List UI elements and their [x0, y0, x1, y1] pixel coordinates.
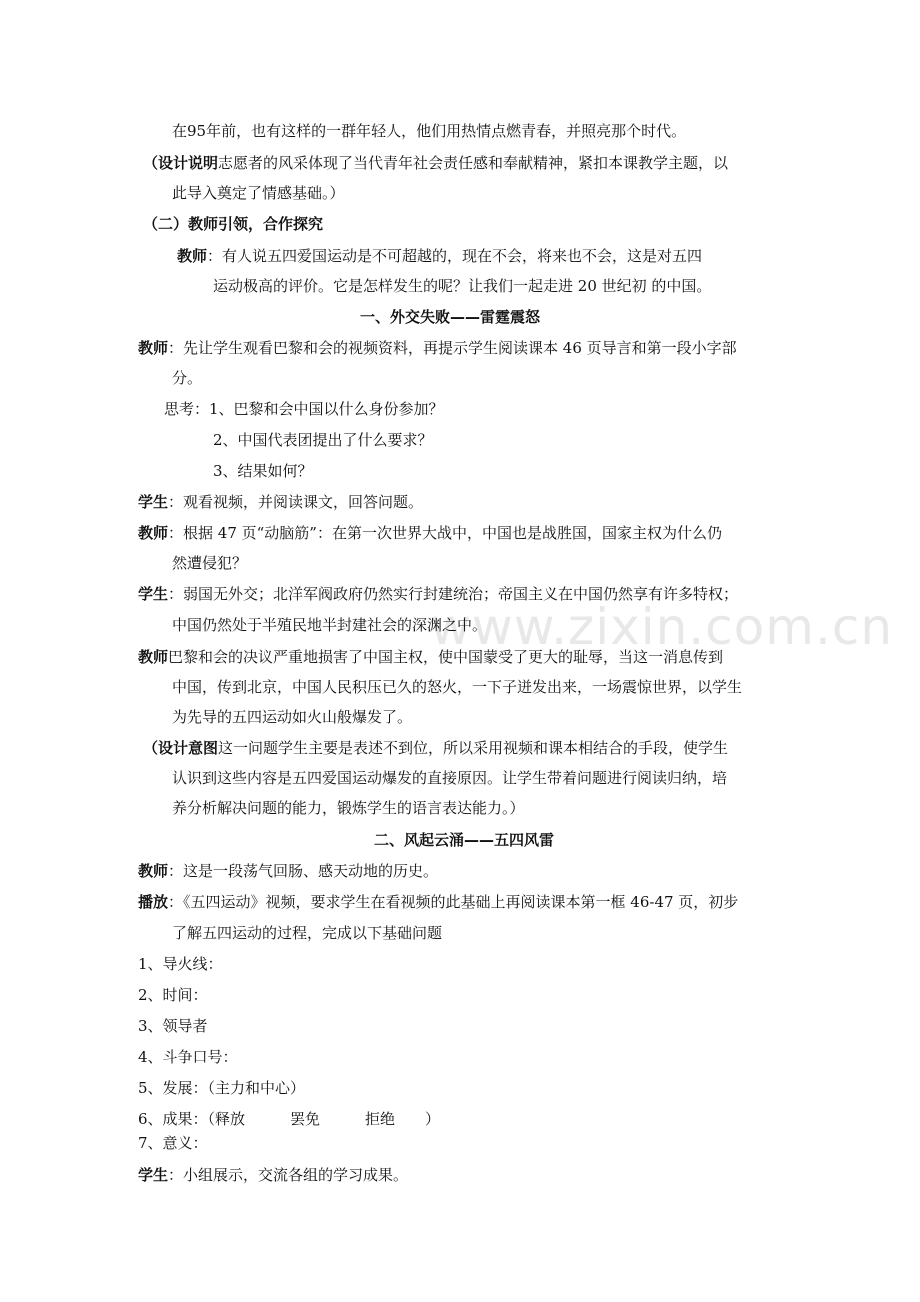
- speech-text: ：有人说五四爱国运动是不可超越的，现在不会，将来也不会，这是对五四: [207, 247, 703, 265]
- list-item: 7、意义：: [138, 1134, 208, 1152]
- list-item: 4、斗争口号：: [138, 1048, 238, 1066]
- teacher-line: [138, 338, 737, 358]
- teacher-line-cont: 分。: [172, 369, 203, 387]
- design-note-label: （设计意图: [143, 739, 219, 757]
- think-question-3: 3、结果如何？: [213, 462, 313, 480]
- teacher-intro: [177, 246, 702, 266]
- list-item: 3、领导者: [138, 1017, 208, 1035]
- student-line-cont: 中国仍然处于半殖民地半封建社会的深渊之中。: [172, 616, 488, 634]
- think-question-2: 2、中国代表团提出了什么要求？: [213, 431, 433, 449]
- teacher-line-cont: 然遭侵犯？: [172, 554, 248, 572]
- paragraph-intro-line: 在95年前，也有这样的一群年轻人，他们用热情点燃青春，并照亮那个时代。: [172, 122, 687, 140]
- speech-text: ：观看视频，并阅读课文，回答问题。: [168, 493, 424, 511]
- list-item: 6、成果：（释放 罢免 拒绝 ）: [138, 1110, 441, 1128]
- part-title-2: 二、风起云涌——五四风雷: [374, 831, 555, 849]
- list-item: 1、导火线：: [138, 955, 223, 973]
- teacher-line-cont: 为先导的五四运动如火山般爆发了。: [172, 708, 413, 726]
- teacher-line: [138, 523, 722, 543]
- speaker-label: 教师: [138, 524, 169, 542]
- watermark: www.zixin.com.cn: [430, 598, 894, 656]
- speech-text: ：先让学生观看巴黎和会的视频资料，再提示学生阅读课本 46 页导言和第一段小字部: [168, 339, 737, 357]
- speech-text: ：这是一段荡气回肠、感天动地的历史。: [168, 862, 439, 880]
- speech-text: ：根据 47 页“动脑筋”：在第一次世界大战中，中国也是战胜国，国家主权为什么仍: [168, 524, 722, 542]
- design-note-label: （设计说明: [143, 154, 219, 172]
- design-note-1: [143, 153, 728, 173]
- design-note-2-cont: 养分析解决问题的能力，锻炼学生的语言表达能力。）: [172, 799, 525, 817]
- speaker-label: 教师: [138, 648, 169, 666]
- play-line: [138, 892, 738, 912]
- speaker-label: 学生: [138, 585, 169, 603]
- part-title-1: 一、外交失败——雷霆震怒: [360, 308, 541, 326]
- speaker-label: 学生: [138, 493, 169, 511]
- speech-text: ：弱国无外交；北洋军阀政府仍然实行封建统治；帝国主义在中国仍然享有许多特权；: [168, 585, 739, 603]
- speech-text: 巴黎和会的决议严重地损害了中国主权，使中国蒙受了更大的耻辱，当这一消息传到: [168, 648, 724, 666]
- teacher-line-cont: 中国，传到北京，中国人民积压已久的怒火，一下子迸发出来，一场震惊世界，以学生: [172, 678, 743, 696]
- design-note-2: [143, 738, 728, 758]
- list-item: 2、时间：: [138, 986, 208, 1004]
- teacher-line: [138, 647, 723, 667]
- section-heading: （二）教师引领，合作探究: [143, 215, 324, 233]
- student-line: [138, 584, 738, 604]
- design-note-text: 这一问题学生主要是表述不到位，所以采用视频和课本相结合的手段，使学生: [218, 739, 729, 757]
- speaker-label: 教师: [138, 339, 169, 357]
- play-text: ：《五四运动》视频，要求学生在看视频的此基础上再阅读课本第一框 46-47 页，初步: [168, 893, 739, 911]
- think-question-1: 思考：1、巴黎和会中国以什么身份参加？: [164, 400, 444, 418]
- play-line-cont: 了解五四运动的过程，完成以下基础问题: [172, 924, 443, 942]
- design-note-text: 志愿者的风采体现了当代青年社会责任感和奉献精神，紧扣本课教学主题，以: [218, 154, 729, 172]
- design-note-1-cont: 此导入奠定了情感基础。）: [172, 184, 345, 202]
- list-item: 5、发展：（主力和中心）: [138, 1079, 306, 1097]
- teacher-intro-cont: 运动极高的评价。它是怎样发生的呢？让我们一起走进 20 世纪初 的中国。: [213, 277, 712, 295]
- teacher-line: [138, 861, 438, 881]
- speaker-label: 教师: [138, 862, 169, 880]
- play-label: 播放: [138, 893, 169, 911]
- speaker-label: 学生: [138, 1166, 169, 1184]
- speaker-label: 教师: [177, 247, 208, 265]
- design-note-2-cont: 认识到这些内容是五四爱国运动爆发的直接原因。让学生带着问题进行阅读归纳，培: [172, 769, 728, 787]
- speech-text: ：小组展示，交流各组的学习成果。: [168, 1166, 409, 1184]
- student-line: [138, 1165, 408, 1185]
- student-line: [138, 492, 423, 512]
